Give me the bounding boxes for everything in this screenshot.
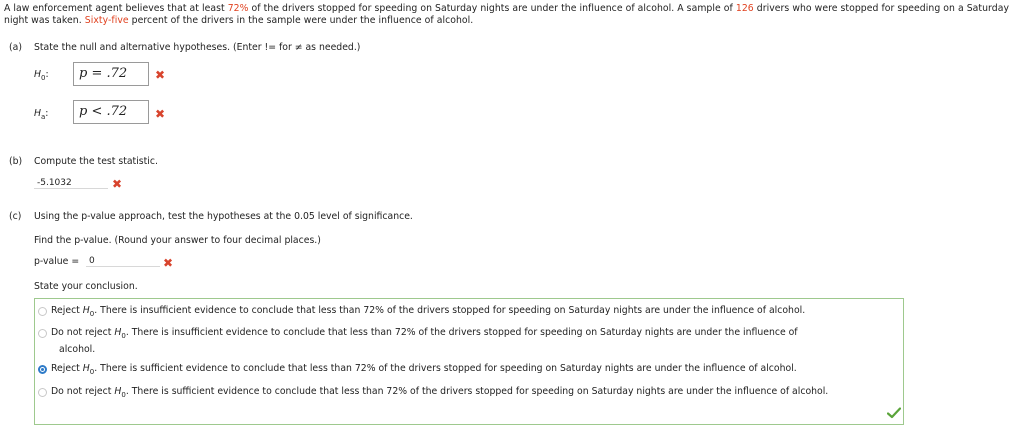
intro-observed: Sixty-five [84, 15, 129, 26]
part-c-prompt: Using the p-value approach, test the hypotheses at the 0.05 level of significance. [34, 211, 413, 222]
find-pvalue-instruction: Find the p-value. (Round your answer to four decimal places.) [34, 235, 321, 246]
problem-statement [4, 3, 1020, 27]
pvalue-incorrect-icon: ✖ [163, 256, 174, 270]
test-statistic-field[interactable]: -5.1032 [34, 177, 108, 189]
conclusion-option-2[interactable]: Do not reject $H_0$. There is insufficient evidence to conclude that less than 72% of the drivers stopped for speeding on Saturday nights are under the influence of [51, 327, 798, 340]
pvalue-field[interactable]: 0 [86, 255, 160, 267]
pvalue-label: p-value = [34, 256, 80, 267]
conclusion-option-1[interactable]: Reject $H_0$. There is insufficient evidence to conclude that less than 72% of the drivers stopped for speeding on Saturday nights are under the influence of alcohol. [51, 305, 806, 318]
intro-text-2: of the drivers stopped for speeding on Saturday nights are under the influence of alcohol. A sample of [248, 3, 736, 14]
intro-text-3: drivers who were stopped for speeding on a Saturday night was taken. [4, 3, 1010, 26]
part-b-label: (b) [9, 156, 23, 167]
h0-label: $H_0$: [34, 69, 49, 82]
conclusion-option-4[interactable]: Do not reject $H_0$. There is sufficient evidence to conclude that less than 72% of the drivers stopped for speeding on Saturday nights are under the influence of alcohol. [51, 386, 829, 399]
ha-answer-box[interactable] [73, 100, 149, 124]
h0-incorrect-icon: ✖ [155, 68, 166, 82]
conclusion-radio-1[interactable] [38, 307, 47, 316]
h0-answer-box[interactable] [73, 62, 149, 86]
ha-answer: p < .72 [79, 104, 128, 119]
conclusion-radio-2[interactable] [38, 329, 47, 338]
intro-text-4: percent of the drivers in the sample were under the influence of alcohol. [128, 15, 474, 26]
ha-incorrect-icon: ✖ [155, 107, 166, 121]
part-a-prompt: State the null and alternative hypotheses. (Enter != for ≠ as needed.) [34, 42, 361, 53]
test-statistic-incorrect-icon: ✖ [112, 177, 123, 191]
h0-answer: p = .72 [79, 66, 128, 81]
intro-percent: 72% [227, 3, 249, 14]
conclusion-radio-4[interactable] [38, 388, 47, 397]
conclusion-option-2-continued: alcohol. [59, 344, 96, 355]
conclusion-radio-3-selected[interactable] [38, 365, 47, 374]
state-conclusion-label: State your conclusion. [34, 281, 138, 292]
part-c-label: (c) [9, 211, 22, 222]
part-a-label: (a) [9, 42, 22, 53]
part-b-prompt: Compute the test statistic. [34, 156, 158, 167]
intro-sample-size: 126 [735, 3, 754, 14]
conclusion-option-3[interactable]: Reject $H_0$. There is sufficient evidence to conclude that less than 72% of the drivers stopped for speeding on Saturday nights are under the influence of alcohol. [51, 363, 797, 376]
intro-text-1: A law enforcement agent believes that at least [4, 3, 228, 14]
check-icon [887, 407, 901, 419]
ha-label: $H_a$: [34, 108, 49, 121]
